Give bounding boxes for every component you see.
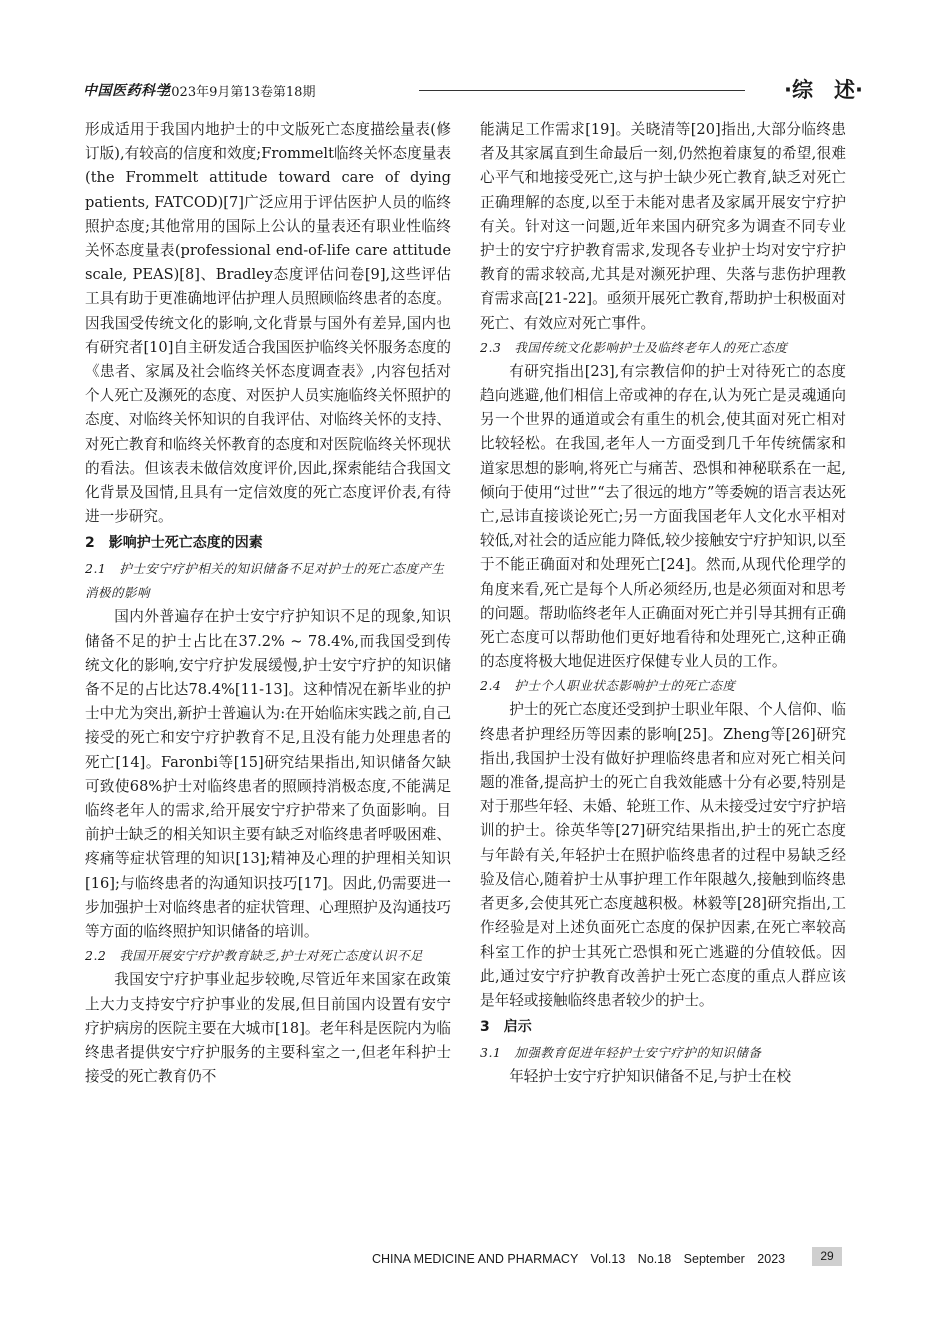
header-rule: [419, 90, 745, 91]
paragraph: 护士的死亡态度还受到护士职业年限、个人信仰、临终患者护理经历等因素的影响[25]。Zheng等[26]研究指出,我国护士没有做好护理临终患者和应对死亡相关问题的准备,提高护士的死亡自我效能感十分有必要,特别是对于那些年轻、未婚、轮班工作、从未接受过安宁疗护培训的护士。徐英华等[27]研究结果指出,护士的死亡态度与年龄有关,年轻护士在照护临终患者的过程中易缺乏经验及信心,随着护士从事护理工作年限越久,接触到临终患者更多,会使其死亡态度越积极。林毅等[28]研究指出,工作经验是对上述负面死亡态度的保护因素,在死亡率较高科室工作的护士其死亡恐惧和死亡逃避的分值较低。因此,通过安宁疗护教育改善护士死亡态度的重点人群应该是年轻或接触临终患者较少的护士。: [480, 701, 846, 1009]
left-column: [85, 118, 451, 1089]
subsection-heading: 2.2 我国开展安宁疗护教育缺乏,护士对死亡态度认识不足: [85, 948, 423, 964]
subsection-heading: 3.1 加强教育促进年轻护士安宁疗护的知识储备: [480, 1045, 762, 1061]
section-heading: 3 启示: [480, 1019, 532, 1036]
page-header: [83, 74, 863, 104]
paragraph: 形成适用于我国内地护士的中文版死亡态度描绘量表(修订版),有较高的信度和效度;Frommelt临终关怀态度量表(the Frommelt attitude toward care of dying patients, FATCOD)[7]广泛应用于评估医护人员的临终照护态度;其他常用的国际上公认的量表还有职业性临终关怀态度量表(professional end-of-life care attitude scale, PEAS)[8]、Bradley态度评估问卷[9],这些评估工具有助于更准确地评估护理人员照顾临终患者的态度。因我国受传统文化的影响,文化背景与国外有差异,国内也有研究者[10]自主研发适合我国医护临终关怀服务态度的《患者、家属及社会临终关怀态度调查表》,内容包括对个人死亡及濒死的态度、对医护人员实施临终关怀照护的态度、对临终关怀知识的自我评估、对临终关怀的支持、对死亡教育和临终关怀教育的态度和对医院临终关怀现状的看法。但该表未做信效度评价,因此,探索能结合我国文化背景及国情,且具有一定信效度的死亡态度评价表,有待进一步研究。: [85, 121, 451, 526]
subsection-heading: 2.3 我国传统文化影响护士及临终老年人的死亡态度: [480, 339, 788, 355]
right-column: [480, 118, 846, 1089]
page-footer: [372, 1247, 844, 1267]
paragraph: 能满足工作需求[19]。关晓清等[20]指出,大部分临终患者及其家属直到生命最后一刻,仍然抱着康复的希望,很难心平气和地接受死亡,这与护士缺少死亡教育,缺乏对死亡正确理解的态度,以至于未能对患者及家属开展安宁疗护有关。针对这一问题,近年来国内研究多为调查不同专业护士的安宁疗护教育需求,发现各专业护士均对安宁疗护教育的需求较高,尤其是对濒死护理、失落与悲伤护理教育需求高[21-22]。亟须开展死亡教育,帮助护士积极面对死亡、有效应对死亡事件。: [480, 121, 846, 332]
paragraph: 国内外普遍存在护士安宁疗护知识不足的现象,知识储备不足的护士占比在37.2% ~ 78.4%,而我国受到传统文化的影响,安宁疗护发展缓慢,护士安宁疗护的知识储备不足的占比达78.4%[11-13]。这种情况在新毕业的护士中尤为突出,新护士普遍认为:在开始临床实践之前,自己接受的死亡和安宁疗护教育不足,且没有能力处理患者的死亡[14]。Faronbi等[15]研究结果指出,知识储备欠缺可致使68%护士对临终患者的照顾持消极态度,不能满足临终老年人的需求,给开展安宁疗护带来了负面影响。目前护士缺乏的相关知识主要有缺乏对临终患者呼吸困难、疼痛等症状管理的知识[13];精神及心理的护理相关知识[16];与临终患者的沟通知识技巧[17]。因此,仍需要进一步加强护士对临终患者的症状管理、心理照护及沟通技巧等方面的临终照护知识储备的培训。: [85, 608, 451, 941]
paragraph: 有研究指出[23],有宗教信仰的护士对待死亡的态度趋向逃避,他们相信上帝或神的存在,认为死亡是灵魂通向另一个世界的通道或会有重生的机会,使其面对死亡相对比较轻松。在我国,老年人一方面受到几千年传统儒家和道家思想的影响,将死亡与痛苦、恐惧和神秘联系在一起,倾向于使用“过世”“去了很远的地方”等委婉的语言表达死亡,忌讳直接谈论死亡;另一方面我国老年人文化水平相对较低,对社会的适应能力降低,较少接触安宁疗护知识,以至于不能正确面对和处理死亡[24]。然而,从现代伦理学的角度来看,死亡是每个人所必须经历,也是必须面对和思考的问题。帮助临终老年人正确面对死亡并引导其拥有正确死亡态度可以帮助他们更好地看待和处理死亡,这种正确的态度将极大地促进医疗保健专业人员的工作。: [480, 362, 846, 671]
section-heading: 2 影响护士死亡态度的因素: [85, 535, 263, 552]
subsection-heading: 2.4 护士个人职业状态影响护士的死亡态度: [480, 678, 736, 694]
subsection-heading: 2.1 护士安宁疗护相关的知识储备不足对护士的死亡态度产生消极的影响: [85, 561, 445, 601]
issue-info: 2023年9月第13卷第18期: [163, 85, 316, 100]
paragraph: 我国安宁疗护事业起步较晚,尽管近年来国家在政策上大力支持安宁疗护事业的发展,但目前国内设置有安宁疗护病房的医院主要在大城市[18]。老年科是医院内为临终患者提供安宁疗护服务的主要科室之一,但老年科护士接受的死亡教育仍不: [85, 971, 451, 1086]
journal-logo: 中国医药科学: [83, 83, 170, 99]
paragraph: 年轻护士安宁疗护知识储备不足,与护士在校: [509, 1068, 792, 1086]
page-number: 29: [812, 1247, 842, 1266]
section-tag: ·综 述·: [784, 78, 863, 102]
journal-footer-text: CHINA MEDICINE AND PHARMACY Vol.13 No.18 September 2023: [372, 1252, 786, 1266]
